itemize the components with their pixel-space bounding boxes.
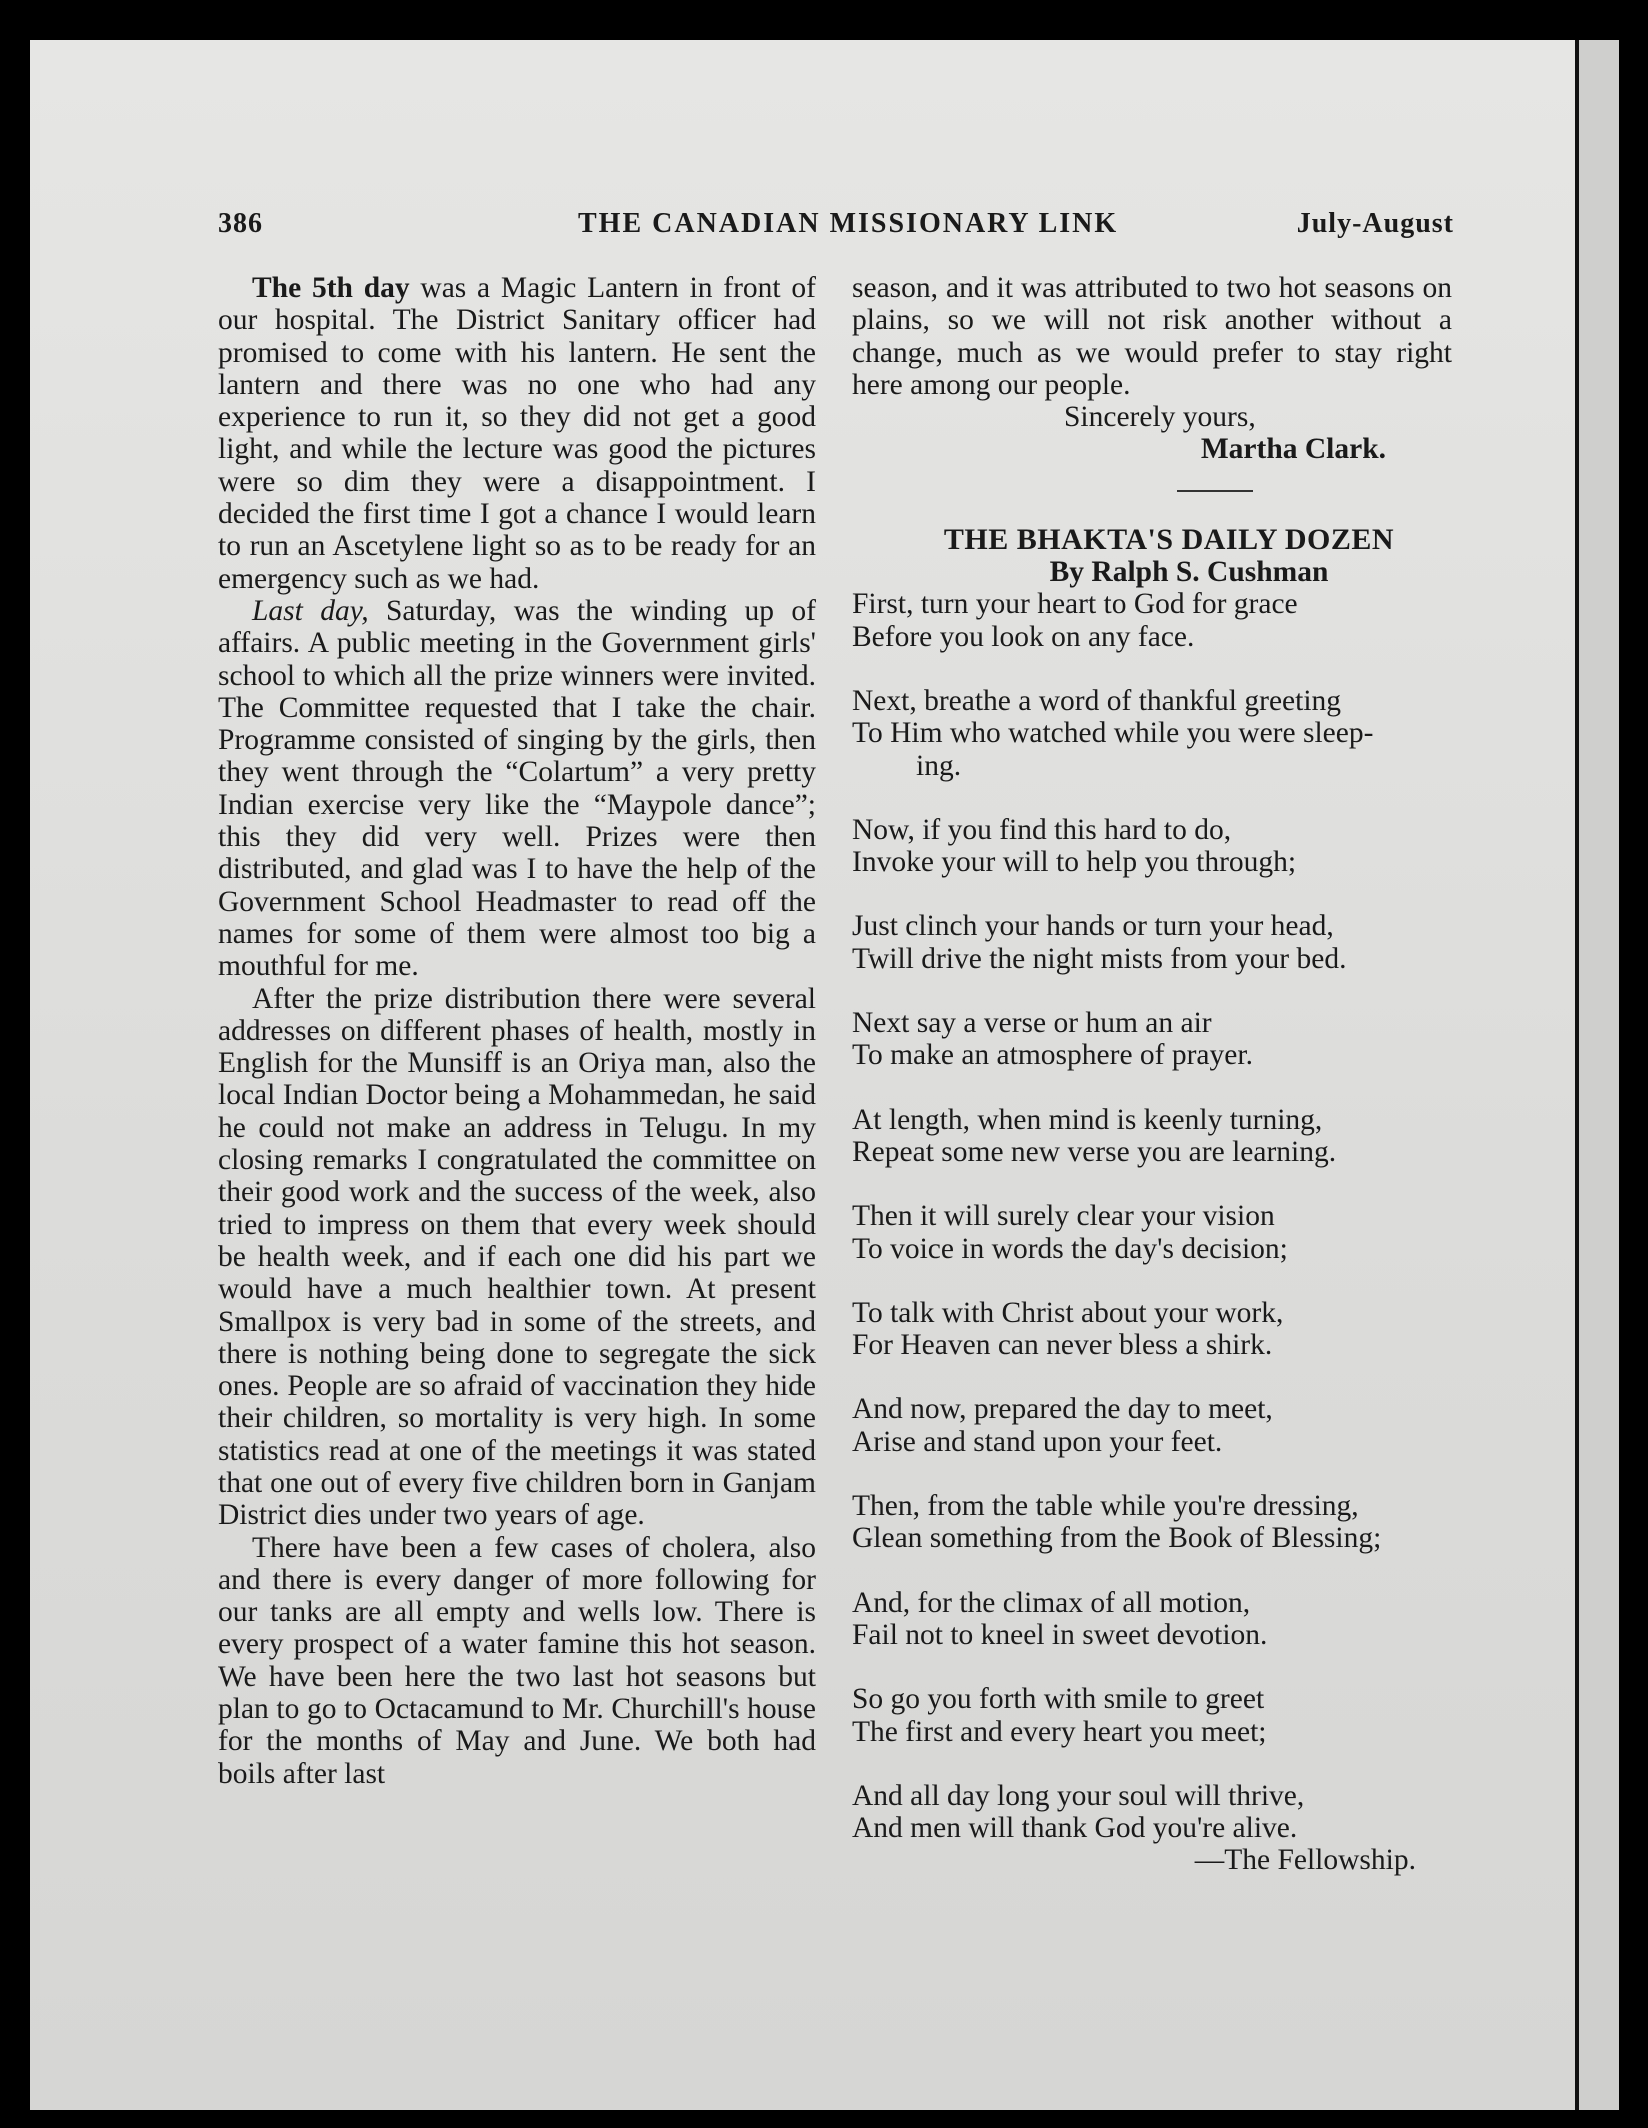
facing-page-edge	[1575, 40, 1619, 2110]
poem-line: Before you look on any face.	[852, 620, 1195, 653]
poem-line: Fail not to kneel in sweet devotion.	[852, 1618, 1268, 1651]
poem-line: The first and every heart you meet;	[852, 1715, 1267, 1748]
poem-stanza	[852, 685, 1452, 782]
poem-stanza	[852, 910, 1452, 975]
poem-line: Next say a verse or hum an air	[852, 1007, 1212, 1040]
poem-body	[852, 588, 1452, 1844]
poem-line: ing.	[916, 749, 962, 782]
page-number: 386	[218, 208, 263, 239]
publication-title: THE CANADIAN MISSIONARY LINK	[578, 208, 1119, 239]
page-header	[218, 208, 1454, 248]
paragraph-text: Saturday, was the winding up of affairs. A public meeting in the Government girls' school to which all the prize winners were invited. The Committee requested that I take the chair. Programme consisted of singing by the girls, then they went through the “Colartum” a very pretty Indian exercise very like the “Maypole dance”; this they did very well. Prizes were then distributed, and glad was I to have the help of the Government School Headmaster to read off the names for some of them were almost too big a mouthful for me.	[218, 594, 816, 983]
paragraph-prize-distribution: After the prize distribution there were several addresses on different phases of health, mostly in English for the Munsiff is an Oriya man, also the local Indian Doctor being a Mohammedan, he said he could not make an address in Telugu. In my closing remarks I congratulated the committee on their good work and the success of the week, also tried to impress on them that every week should be health week, and if each one did his part we would have a much healthier town. At present Smallpox is very bad in some of the streets, and there is nothing being done to segregate the sick ones. People are so afraid of vaccination they hide their children, so mortality is very high. In some statistics read at one of the meetings it was stated that one out of every five children born in Ganjam District dies under two years of age.	[218, 982, 817, 1532]
poem-line: Then it will surely clear your vision	[852, 1200, 1275, 1233]
letter-closing: Sincerely yours,	[1064, 401, 1256, 434]
right-column	[852, 272, 1452, 1877]
poem-title: THE BHAKTA'S DAILY DOZEN	[943, 522, 1395, 556]
poem-stanza	[852, 1490, 1452, 1555]
poem-line: To voice in words the day's decision;	[852, 1232, 1288, 1265]
poem-line: And now, prepared the day to meet,	[852, 1393, 1273, 1426]
poem-line: Then, from the table while you're dressing,	[852, 1490, 1359, 1523]
poem-line: Glean something from the Book of Blessing;	[852, 1522, 1382, 1555]
poem-line: And men will thank God you're alive.	[852, 1812, 1298, 1845]
poem-line: Now, if you find this hard to do,	[852, 813, 1232, 846]
poem-line: And all day long your soul will thrive,	[852, 1779, 1305, 1812]
paragraph-cholera: There have been a few cases of cholera, also and there is every danger of more following for our tanks are all empty and wells low. There is every prospect of a water famine this hot season. We have been here the two last hot seasons but plan to go to Octacamund to Mr. Churchill's house for the months of May and June. We both had boils after last	[218, 1531, 816, 1790]
letter-continuation: season, and it was attributed to two hot seasons on plains, so we will not risk another without a change, much as we would prefer to stay right here among our people.	[852, 272, 1452, 401]
paragraph-lead: Last day,	[252, 594, 369, 627]
poem-line: So go you forth with smile to greet	[852, 1683, 1265, 1716]
poem-line: To talk with Christ about your work,	[852, 1296, 1284, 1329]
paragraph-last-day	[218, 595, 816, 983]
poem-stanza	[852, 1393, 1452, 1458]
issue-date: July-August	[1296, 208, 1454, 239]
poem-stanza	[852, 1780, 1452, 1845]
poem-stanza	[852, 1200, 1452, 1265]
poem-stanza	[852, 588, 1452, 653]
poem-line: Arise and stand upon your feet.	[852, 1425, 1223, 1458]
poem-line: Invoke your will to help you through;	[852, 846, 1297, 879]
paragraph-text: was a Magic Lantern in front of our hospital. The District Sanitary officer had promised to come with his lantern. He sent the lantern and there was no one who had any experience to run it, so they did not get a good light, and while the lecture was good the pictures were so dim they were a disappointment. I decided the first time I got a chance I would learn to run an Ascetylene light so as to be ready for an emergency such as we had.	[218, 272, 816, 595]
poem-line: Next, breathe a word of thankful greeting	[852, 684, 1342, 717]
poem-author: By Ralph S. Cushman	[1049, 556, 1329, 589]
paragraph-lead: The 5th day	[252, 272, 410, 304]
poem-line: To make an atmosphere of prayer.	[852, 1039, 1253, 1072]
letter-signature: Martha Clark.	[1200, 433, 1386, 466]
poem-line: For Heaven can never bless a shirk.	[852, 1329, 1273, 1362]
poem-line: And, for the climax of all motion,	[852, 1586, 1251, 1619]
poem-line: At length, when mind is keenly turning,	[852, 1103, 1323, 1136]
poem-stanza	[852, 1104, 1452, 1169]
poem-attribution: —The Fellowship.	[1194, 1844, 1416, 1877]
poem-line: To Him who watched while you were sleep-	[852, 717, 1374, 750]
poem-stanza	[852, 1683, 1452, 1748]
poem-line: First, turn your heart to God for grace	[852, 588, 1298, 621]
poem-stanza	[852, 1007, 1452, 1072]
poem-stanza	[852, 1297, 1452, 1362]
poem-line: Twill drive the night mists from your bed.	[852, 942, 1347, 975]
poem-line: Just clinch your hands or turn your head,	[852, 910, 1334, 943]
poem-line: Repeat some new verse you are learning.	[852, 1135, 1337, 1168]
poem-stanza	[852, 814, 1452, 879]
left-column	[218, 272, 816, 1790]
section-divider	[1177, 490, 1253, 492]
poem-stanza	[852, 1587, 1452, 1652]
paragraph-fifth-day	[218, 272, 816, 595]
